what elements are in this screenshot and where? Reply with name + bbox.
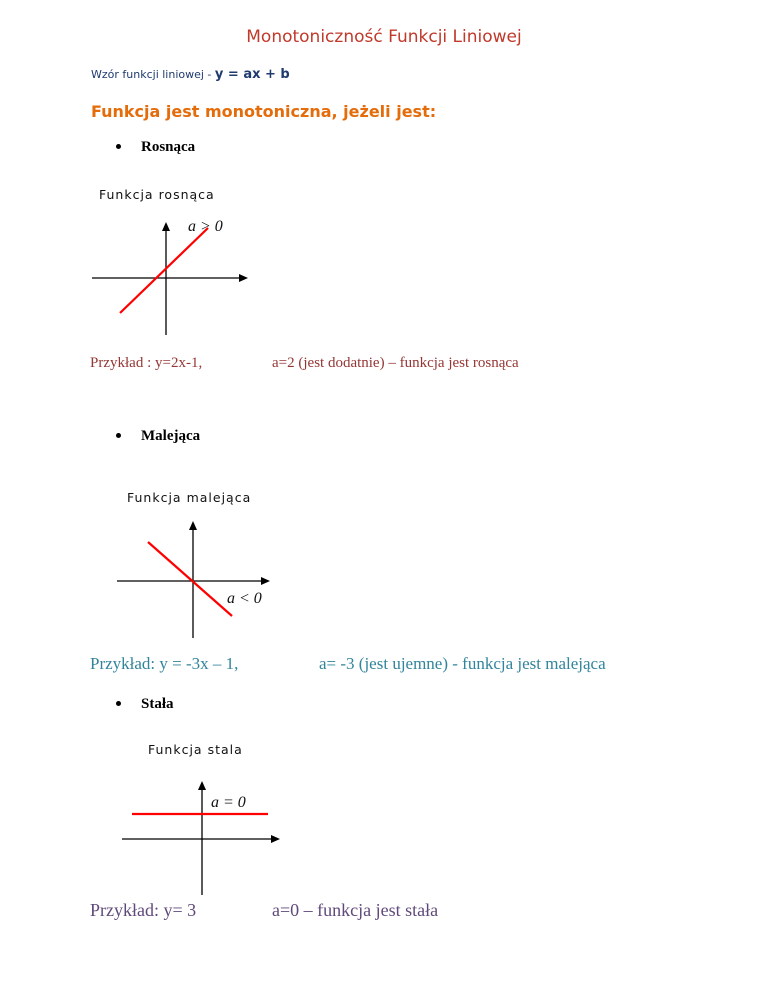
condition-label: a = 0 bbox=[211, 794, 246, 811]
graph-title-constant: Funkcja stala bbox=[148, 742, 243, 757]
x-axis-arrow-icon bbox=[271, 835, 280, 843]
example-decreasing: Przykład: y = -3x – 1, bbox=[90, 654, 239, 673]
bullet-increasing bbox=[116, 139, 195, 156]
formula-expression: y = ax + b bbox=[214, 67, 290, 82]
function-line bbox=[120, 228, 208, 313]
bullet-label: Malejąca bbox=[141, 428, 201, 444]
y-axis-arrow-icon bbox=[198, 781, 206, 790]
example-increasing-explanation: a=2 (jest dodatnie) – funkcja jest rosnąca bbox=[272, 355, 519, 371]
graph-title-decreasing: Funkcja malejąca bbox=[127, 490, 252, 505]
y-axis-arrow-icon bbox=[189, 521, 197, 530]
graph-constant bbox=[118, 765, 288, 900]
example-increasing: Przykład : y=2x-1, bbox=[90, 355, 203, 371]
section-heading: Funkcja jest monotoniczna, jeżeli jest: bbox=[91, 102, 437, 121]
condition-label: a > 0 bbox=[188, 218, 223, 235]
y-axis-arrow-icon bbox=[162, 222, 170, 231]
example-constant: Przykład: y= 3 bbox=[90, 900, 197, 920]
bullet-constant bbox=[116, 696, 174, 713]
formula-label: Wzór funkcji liniowej - bbox=[91, 68, 215, 81]
bullet-label: Stała bbox=[141, 696, 174, 712]
graph-title-increasing: Funkcja rosnąca bbox=[99, 187, 215, 202]
bullet-dot-icon bbox=[116, 701, 121, 706]
x-axis-arrow-icon bbox=[261, 577, 270, 585]
formula-line bbox=[91, 67, 290, 82]
bullet-decreasing bbox=[116, 428, 200, 445]
condition-label: a < 0 bbox=[227, 590, 262, 607]
example-decreasing-explanation: a= -3 (jest ujemne) - funkcja jest malejąca bbox=[319, 654, 606, 673]
bullet-dot-icon bbox=[116, 433, 121, 438]
x-axis-arrow-icon bbox=[239, 274, 248, 282]
bullet-label: Rosnąca bbox=[141, 139, 196, 155]
example-constant-explanation: a=0 – funkcja jest stała bbox=[272, 900, 439, 920]
function-line bbox=[148, 542, 232, 616]
bullet-dot-icon bbox=[116, 144, 121, 149]
graph-increasing bbox=[88, 210, 248, 340]
graph-decreasing bbox=[115, 513, 275, 643]
page-title: Monotoniczność Funkcji Liniowej bbox=[246, 27, 522, 47]
